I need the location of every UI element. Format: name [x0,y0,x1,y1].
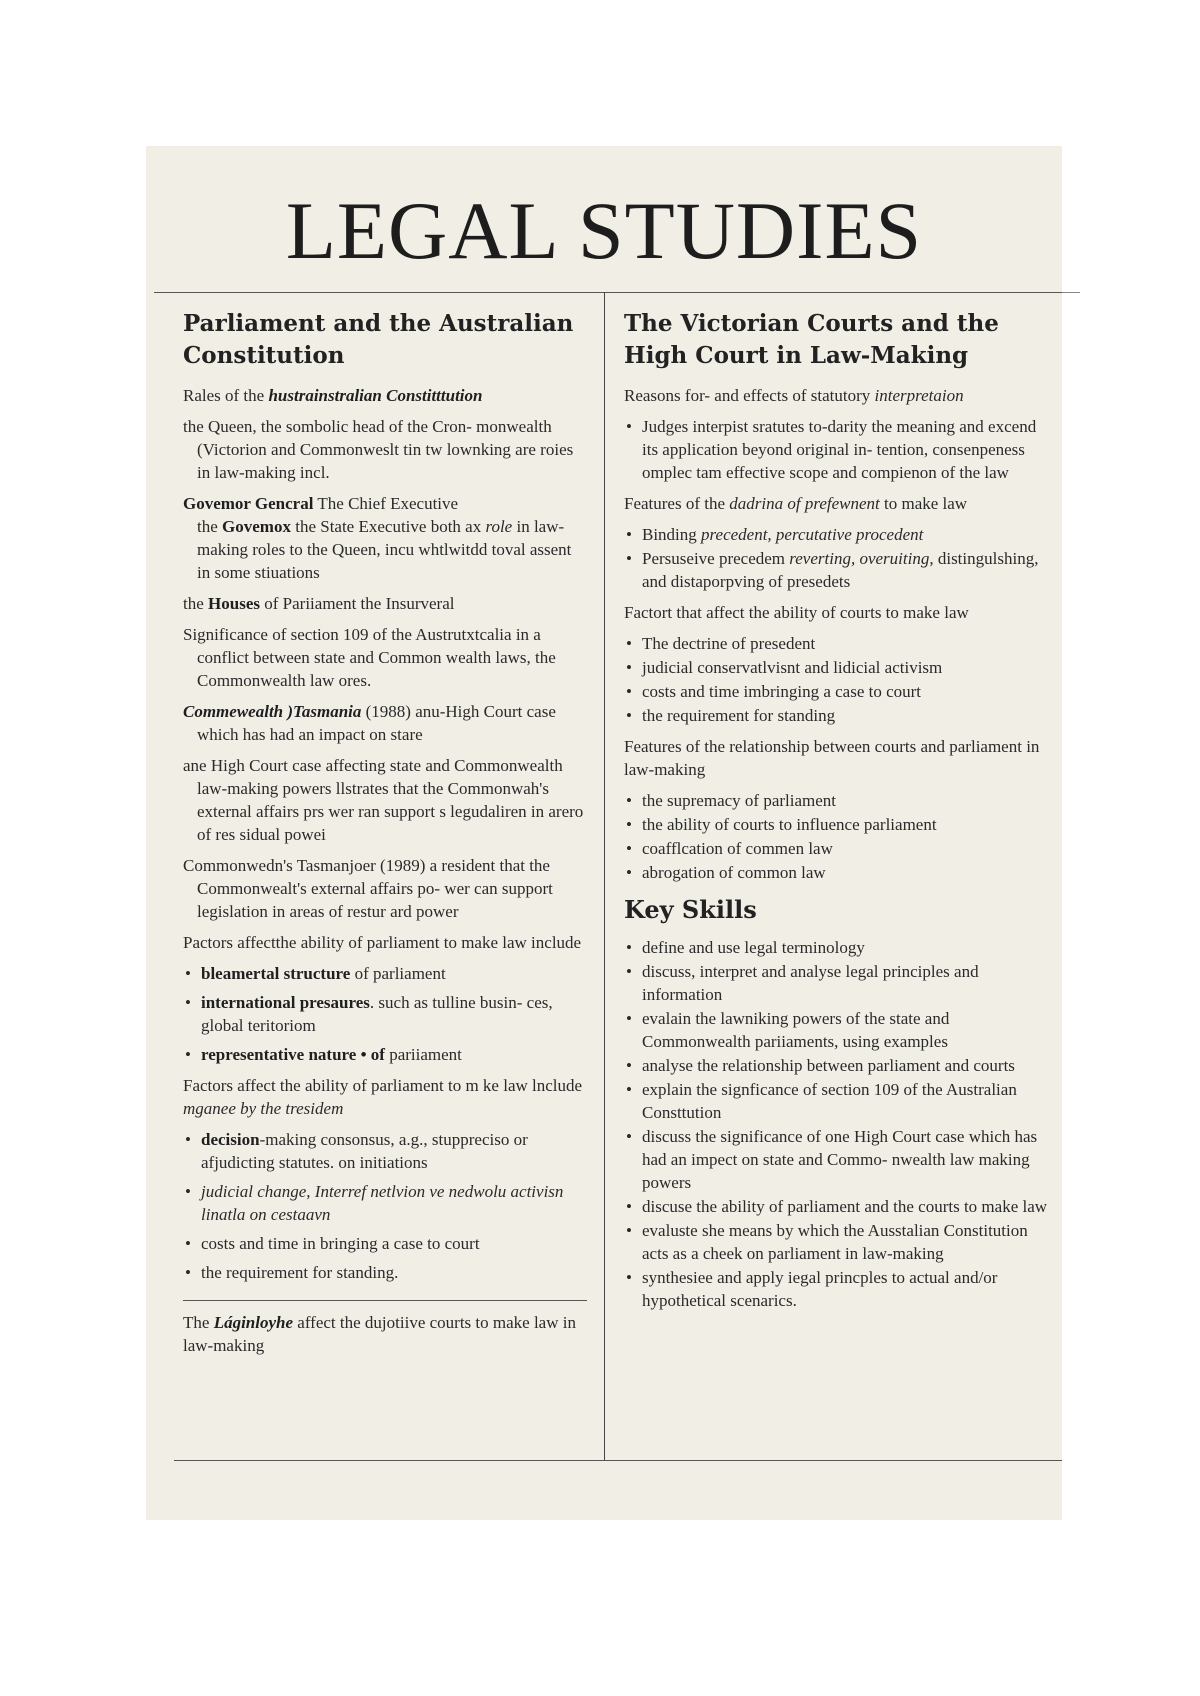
key-skills-heading: Key Skills [624,895,757,924]
document-page [146,146,1062,1520]
high-court-case-paragraph: ane High Court case affecting state and Commonwealth law-making powers llstrates that the Commonwah's external affairs prs wer ran support s legudaliren in arero of res sidual powei [183,756,584,844]
list-item: • coafflcation of commen law [626,839,833,858]
list-item: • Binding precedent, percutative procedent [626,525,924,544]
list-item: • judicial conservatlvisnt and lidicial activism [626,658,943,677]
factors-president-intro: Factors affect the ability of parliament to m ke law lnclude mganee by the tresidem [183,1076,583,1118]
list-item: • discuss, interpret and analyse legal principles and information [626,962,979,1004]
relationship-intro: Features of the relationship between courts and parliament in law-making [624,737,1040,779]
list-item: • decision-making consonsus, a.g., stuppreciso or afjudicting statutes. on initiations [185,1130,528,1172]
footnote: The Láginloyhe affect the dujotiive courts to make law in law-making [183,1313,576,1355]
top-divider-tail [1062,292,1080,293]
list-item: • international presaures. such as tulline busin- ces, global teritoriom [185,993,553,1035]
list-item: • the ability of courts to influence parliament [626,815,937,834]
section109-paragraph: Significance of section 109 of the Austrutxtcalia in a conflict between state and Common wealth laws, the Commonwealth law ores. [183,625,556,690]
list-item: • the requirement for standing [626,706,836,725]
list-item: • discuse the ability of parliament and the courts to make law [626,1197,1048,1216]
features-precedent-list [624,523,1048,593]
features-precedent-intro: Features of the dadrina of prefewnent to make law [624,494,968,513]
list-item: • representative nature • of pariiament [185,1045,462,1064]
bottom-divider [174,1460,1062,1461]
list-item: • evalain the lawniking powers of the state and Commonwealth pariiaments, using examples [626,1009,950,1051]
list-item: • analyse the relationship between parliament and courts [626,1056,1015,1075]
list-item: • judicial change, Interref netlvion ve nedwolu activisn linatla on cestaavn [185,1182,564,1224]
factors-president-list [183,1128,587,1284]
list-item: • synthesiee and apply iegal princples to actual and/or hypothetical scenarics. [626,1268,998,1310]
queen-paragraph: the Queen, the sombolic head of the Cron- monwealth (Victorion and Commonweslt tin tw lownking are roies in law-making incl. [183,417,574,482]
right-heading: The Victorian Courts and the High Court in Law-Making [624,310,999,369]
column-divider [604,292,605,1460]
list-item: • the requirement for standing. [185,1263,399,1282]
reasons-intro: Reasons for- and effects of statutory interpretaion [624,386,964,405]
key-skills-list [624,936,1048,1312]
list-item: • discuss the significance of one High Court case which has had an impect on state and Commo- nwealth law making powers [626,1127,1038,1192]
reasons-list [624,415,1048,484]
list-item: • Persuseive precedem reverting, overuiting, distingulshing, and distaporpving of presedets [626,549,1039,591]
tasmania-1988-paragraph: Commewealth )Tasmania (1988) anu-High Court case which has had an impact on stare [183,702,556,744]
ability-courts-list [624,632,1048,727]
factors-parliament-list [183,962,587,1066]
list-item: • define and use legal terminology [626,938,865,957]
list-item: • the supremacy of parliament [626,791,837,810]
governor-paragraph: Govemor Gencral The Chief Executive the Govemox the State Executive both ax role in law-making roles to the Queen, incu whtlwitdd toval assent in some stiuations [183,494,572,582]
footnote-divider [183,1300,587,1301]
houses-paragraph: the Houses of Pariiament the Insurveral [183,594,455,613]
roles-line: Rales of the hustrainstralian Constitttution [183,386,483,405]
tasmanjoer-paragraph: Commonwedn's Tasmanjoer (1989) a resident that the Commonwealt's external affairs po- wer can support legislation in areas of restur ard power [183,856,553,921]
list-item: • costs and time imbringing a case to court [626,682,922,701]
list-item: • costs and time in bringing a case to court [185,1234,480,1253]
list-item: • evaluste she means by which the Ausstalian Constitution acts as a cheek on parliament in law-making [626,1221,1028,1263]
list-item: • The dectrine of presedent [626,634,816,653]
top-divider [154,292,1062,293]
ability-courts-intro: Factort that affect the ability of courts to make law [624,603,969,622]
factors-parliament-intro: Pactors affectthe ability of parliament to make law include [183,933,582,952]
left-column [183,308,587,1365]
list-item: • explain the signficance of section 109 of the Australian Consttution [626,1080,1017,1122]
right-column [624,308,1048,1320]
page-title: LEGAL STUDIES [285,185,923,276]
left-heading: Parliament and the Australian Constitution [183,310,574,369]
list-item: • Judges interpist sratutes to-darity the meaning and excend its application beyond original in- tention, consenpeness omplec tam effective scope and compienon of the law [626,417,1037,482]
list-item: • bleamertal structure of parliament [185,964,446,983]
relationship-list [624,789,1048,884]
list-item: • abrogation of common law [626,863,826,882]
